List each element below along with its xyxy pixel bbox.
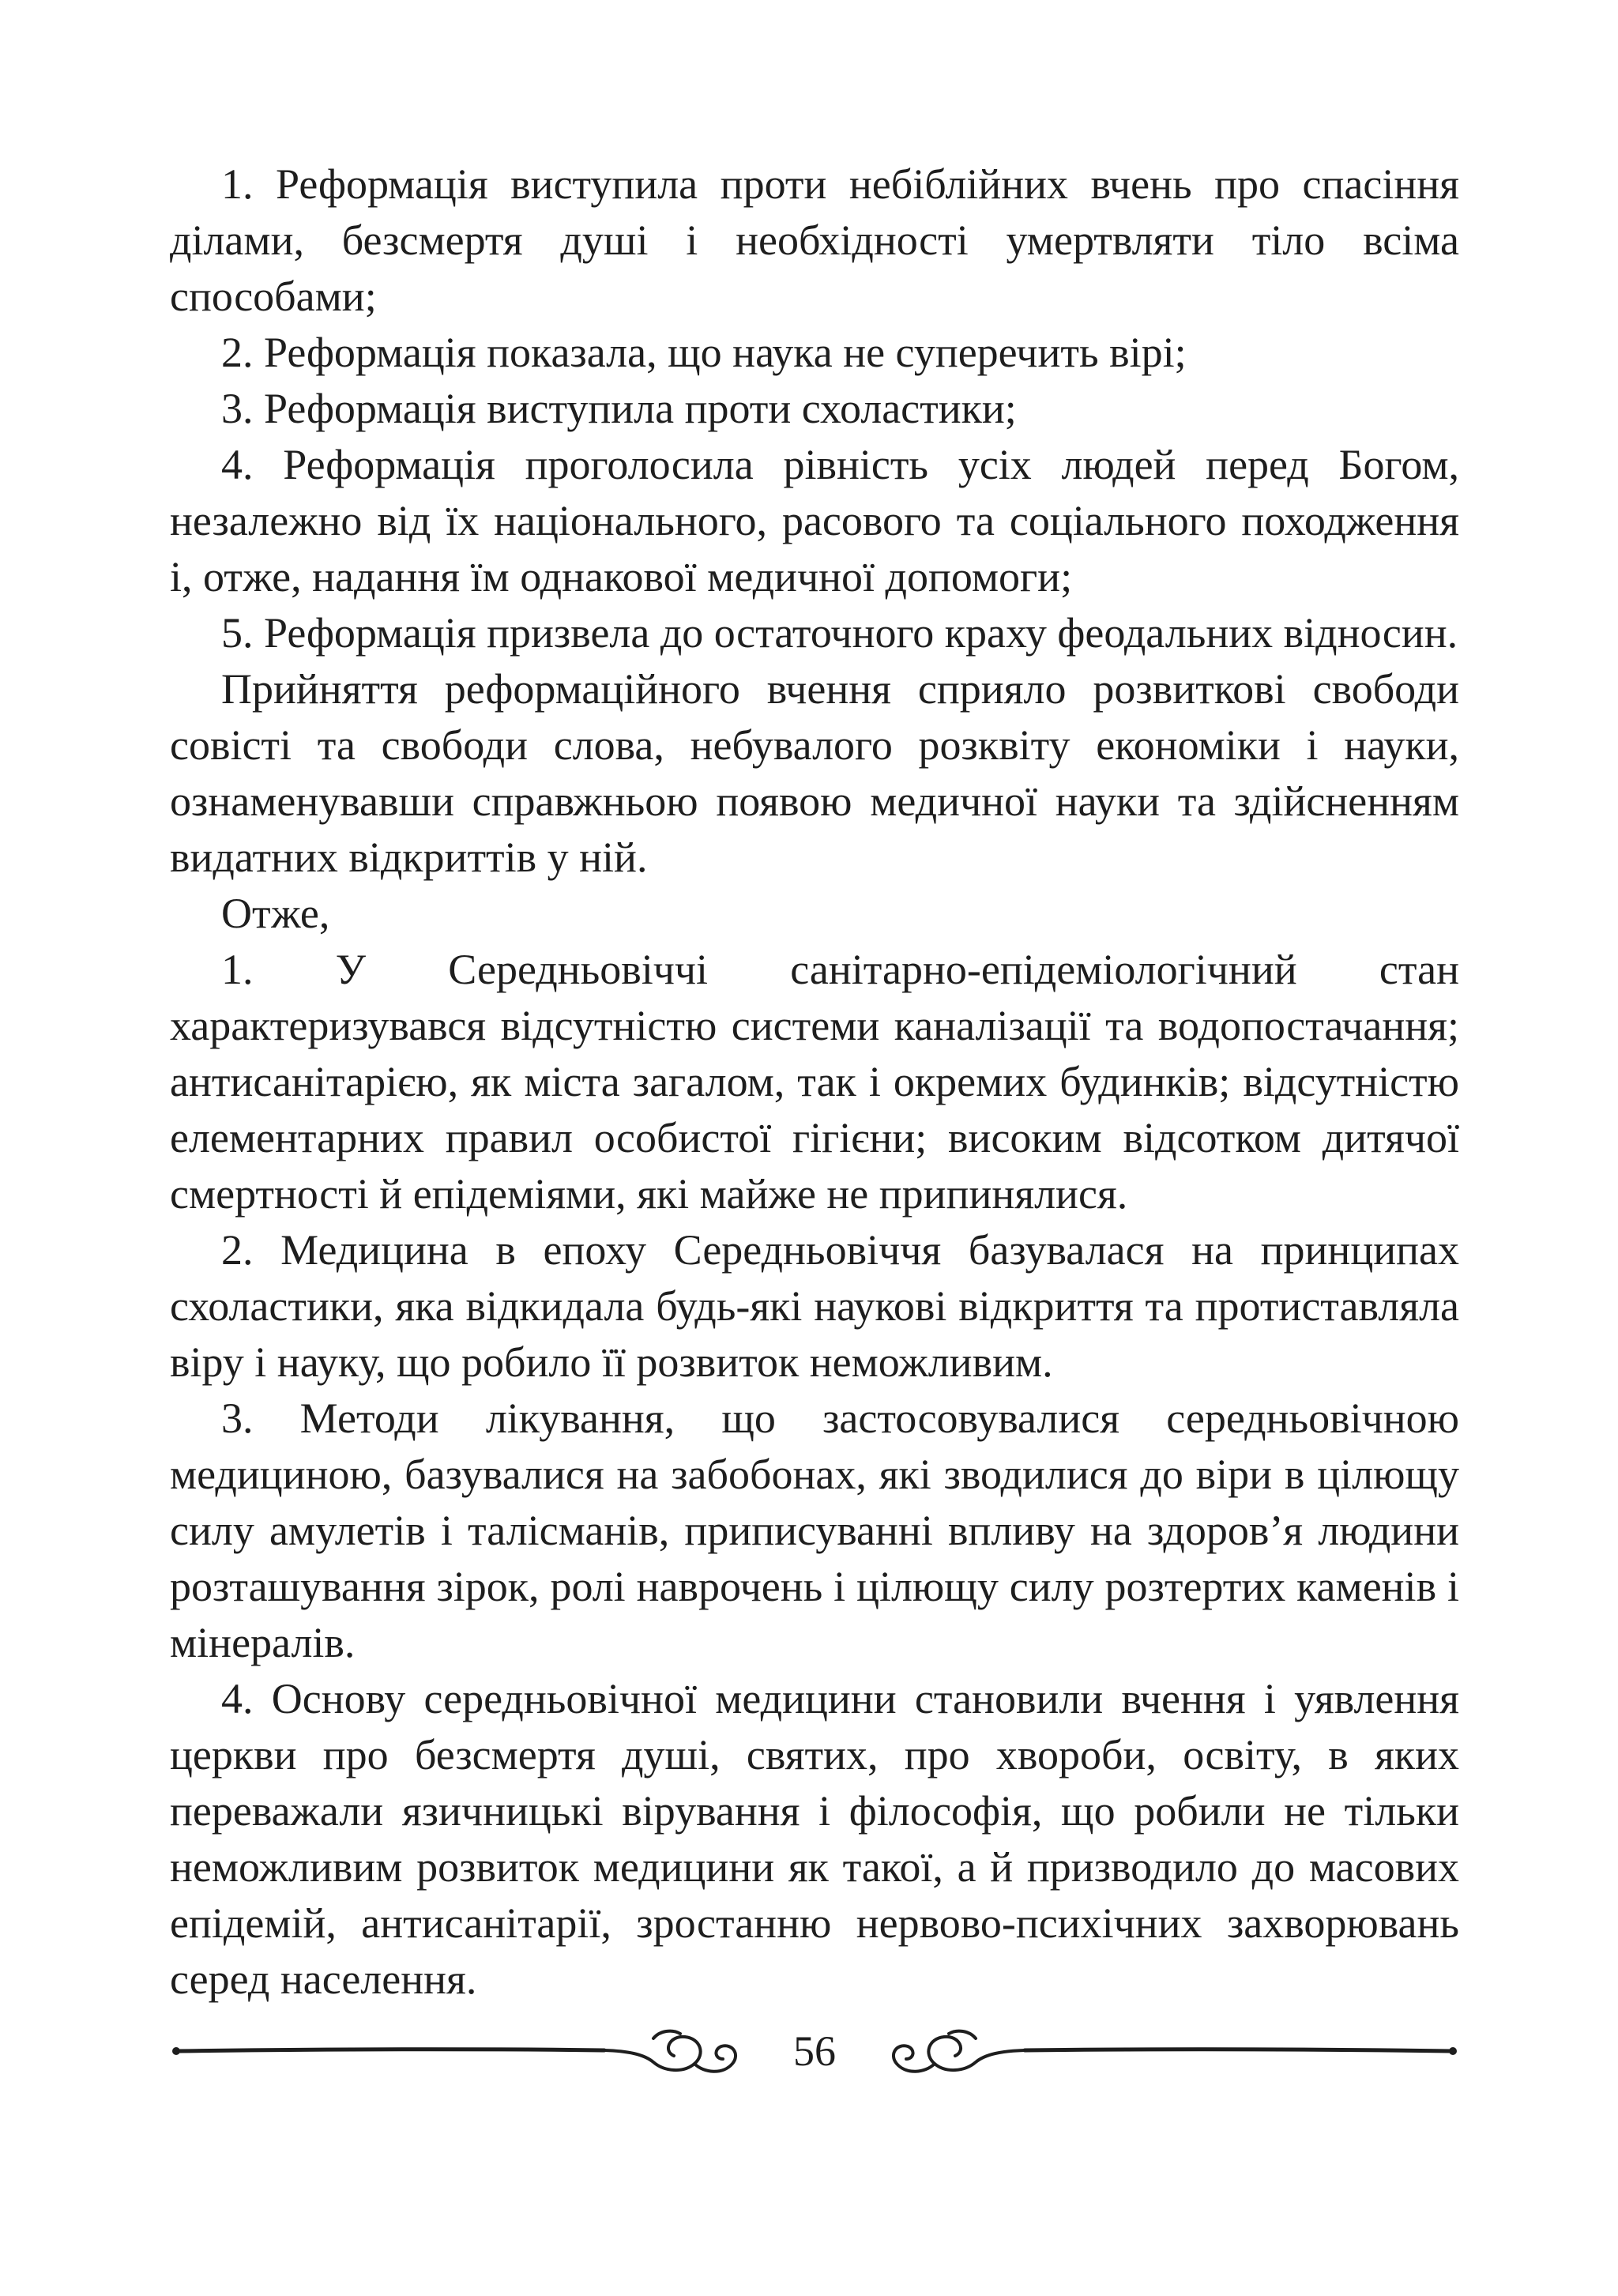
reformation-point-4: 4. Реформація проголосила рівність усіх людей перед Богом, незалежно від їх національного, расового та соціального походження і, отже, надання їм однакової медичної допомоги; xyxy=(170,441,1459,600)
page-number: 56 xyxy=(793,2027,836,2075)
conclusion-intro: Отже, xyxy=(221,890,330,937)
conclusion-point-2: 2. Медицина в епоху Середньовіччя базувалася на принципах схоластики, яка відкидала будь-які наукові відкриття та протиставляла віру і науку, що робило її розвиток неможливим. xyxy=(170,1226,1459,1386)
reformation-point-1: 1. Реформація виступила проти небіблійних вчень про спасіння ділами, безсмертя душі і необхідності умертвляти тіло всіма способами; xyxy=(170,160,1459,320)
conclusion-point-1: 1. У Середньовіччі санітарно-епідеміологічний стан характеризувався відсутністю системи каналізації та водопостачання; антисанітарією, як міста загалом, так і окремих будинків; відсутністю елементарних правил особистої гігієни; високим відсотком дитячої смертності й епідеміями, які майже не припинялися. xyxy=(170,946,1459,1218)
conclusion-point-4: 4. Основу середньовічної медицини становили вчення і уявлення церкви про безсмертя душі, святих, про хвороби, освіту, в яких переважали язичницькі вірування і філософія, що робили не тільки неможливим розвиток медицини як такої, а й призводило до масових епідемій, антисанітарії, зростанню нервово-психічних захворювань серед населення. xyxy=(170,1675,1459,2003)
conclusion-point-3: 3. Методи лікування, що застосовувалися середньовічною медициною, базувалися на забобонах, які зводилися до віри в цілющу силу амулетів і талісманів, приписуванні впливу на здоров’я людини розташування зірок, ролі наврочень і цілющу силу розтертих каменів і мінералів. xyxy=(170,1395,1459,1666)
page-body xyxy=(170,156,1459,2008)
reformation-point-2: 2. Реформація показала, що наука не суперечить вірі; xyxy=(221,329,1187,376)
reformation-point-3: 3. Реформація виступила проти схоластики; xyxy=(221,385,1017,432)
page-footer xyxy=(170,2007,1459,2094)
reformation-summary-paragraph: Прийняття реформаційного вчення сприяло розвиткові свободи совісті та свободи слова, небувалого розквіту економіки і науки, ознаменувавши справжньою появою медичної науки та здійсненням видатних відкриттів у ній. xyxy=(170,665,1459,881)
reformation-point-5: 5. Реформація призвела до остаточного краху феодальних відносин. xyxy=(221,609,1458,657)
